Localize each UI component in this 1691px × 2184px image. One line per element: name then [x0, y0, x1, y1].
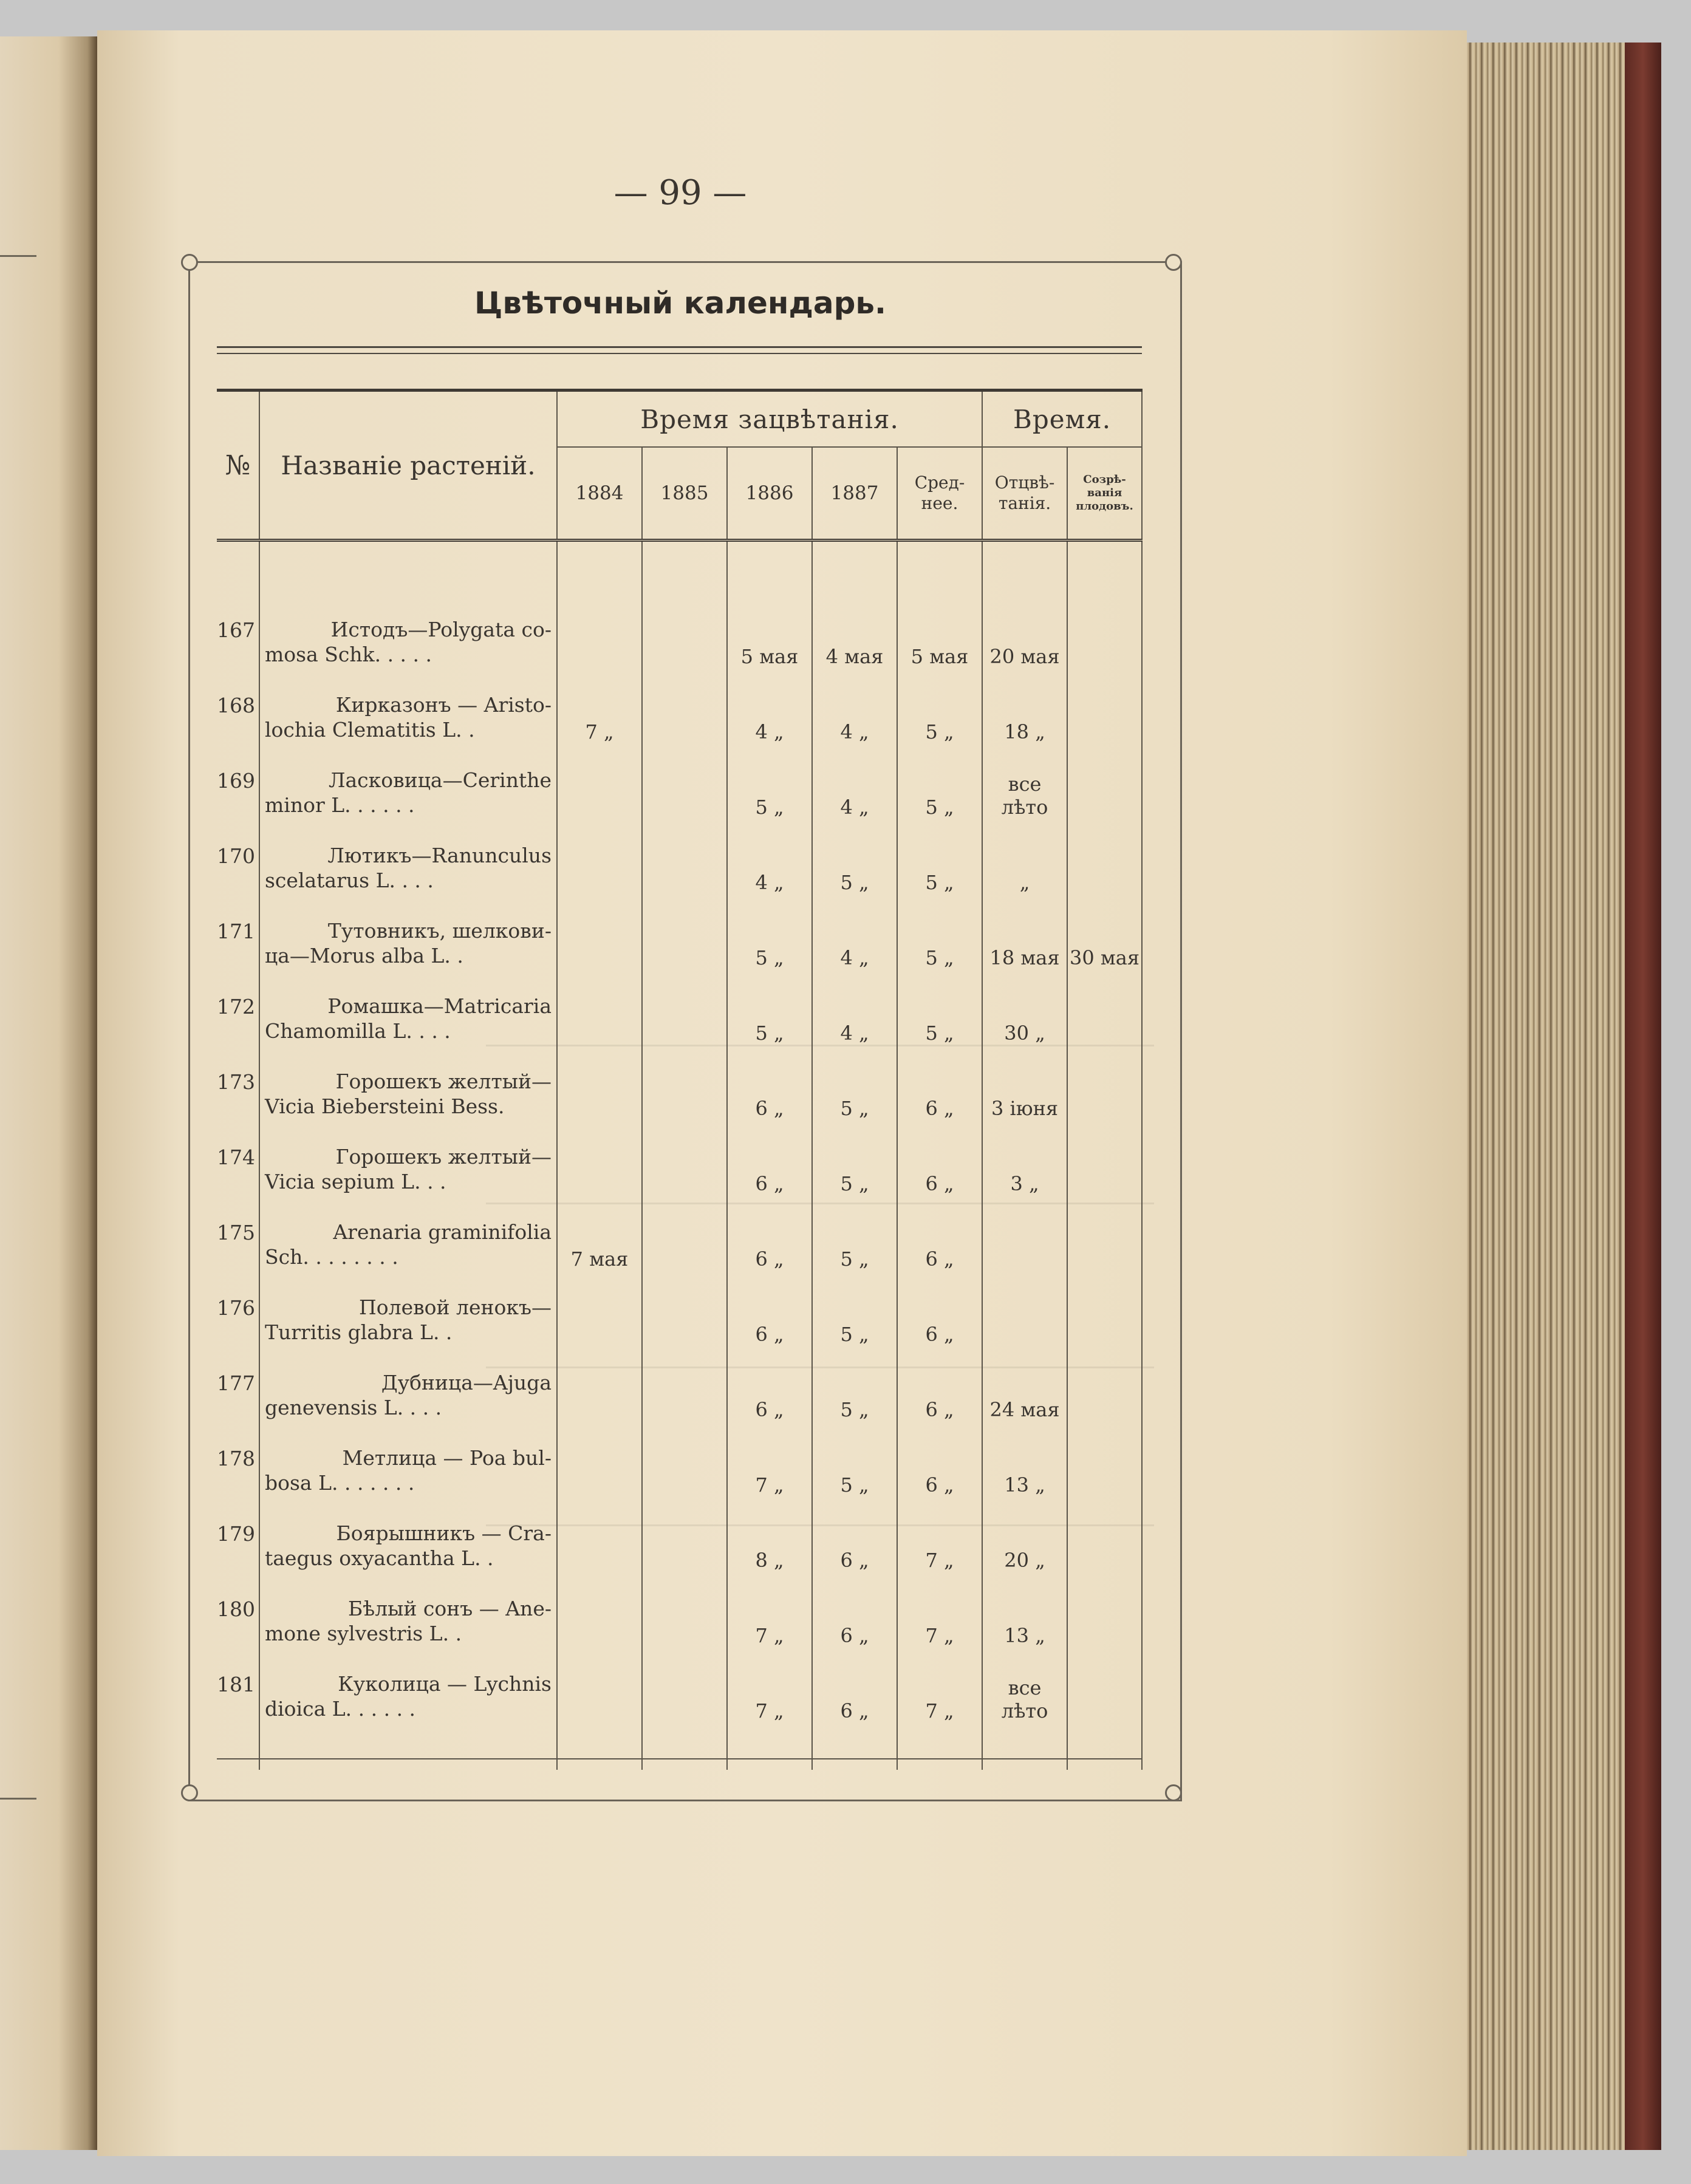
cell-fruit	[1067, 1131, 1142, 1206]
cell-y1885	[642, 1658, 727, 1733]
header-year: 1887	[812, 447, 897, 541]
plant-name-line: mosa Schk. . . . .	[265, 643, 432, 666]
table-row	[217, 1131, 1142, 1206]
plant-name-line: Vicia sepium L. . .	[265, 1170, 446, 1193]
cell-y1887: 6 „	[812, 1658, 897, 1733]
cell-fade: 20 „	[982, 1507, 1067, 1583]
header-bloom-group: Время зацвѣтанія.	[557, 391, 982, 448]
cell-y1885	[642, 1507, 727, 1583]
cell-y1885	[642, 830, 727, 905]
table-row	[217, 679, 1142, 754]
plant-name-line: Chamomilla L. . . .	[265, 1019, 451, 1043]
plant-name	[259, 1583, 557, 1658]
plant-name-line: Горошекъ желтый—	[335, 1145, 552, 1169]
spacer-row	[217, 541, 1142, 604]
cell-fade: все лѣто	[982, 1658, 1067, 1733]
table-row	[217, 1206, 1142, 1281]
cell-y1886: 5 „	[727, 905, 812, 980]
table-row	[217, 1432, 1142, 1507]
spacer-row	[217, 1733, 1142, 1770]
cell-y1887: 5 „	[812, 1131, 897, 1206]
cell-fruit	[1067, 1583, 1142, 1658]
plant-name-line: Тутовникъ, шелкови-	[327, 919, 552, 943]
cell-y1887: 5 „	[812, 1357, 897, 1432]
header-year: 1886	[727, 447, 812, 541]
cell-fruit	[1067, 1056, 1142, 1131]
cell-y1886: 6 „	[727, 1131, 812, 1206]
cell-avg: 5 „	[897, 830, 982, 905]
table-row	[217, 604, 1142, 679]
table-row	[217, 1056, 1142, 1131]
cell-fruit	[1067, 1658, 1142, 1733]
show-through-shadow	[486, 1367, 1154, 1368]
show-through-shadow	[486, 1524, 1154, 1526]
cell-y1887: 6 „	[812, 1583, 897, 1658]
cell-avg: 7 „	[897, 1507, 982, 1583]
cell-fruit	[1067, 679, 1142, 754]
plant-name-line: Куколица — Lychnis	[338, 1672, 552, 1696]
cell-y1885	[642, 1056, 727, 1131]
plant-name-line: Горошекъ желтый—	[335, 1070, 552, 1093]
plant-name	[259, 1281, 557, 1357]
cell-fade	[982, 1206, 1067, 1281]
cell-fade: 13 „	[982, 1432, 1067, 1507]
plant-name-line: Дубница—Ajuga	[381, 1371, 552, 1394]
table-row	[217, 905, 1142, 980]
plant-name-line: lochia Clematitis L. .	[265, 718, 475, 742]
cell-y1885	[642, 1432, 727, 1507]
table-row	[217, 754, 1142, 830]
cell-fruit	[1067, 604, 1142, 679]
cell-y1884	[557, 754, 642, 830]
cell-fade: 18 мая	[982, 905, 1067, 980]
left-page-edge	[0, 36, 97, 2150]
cell-avg: 7 „	[897, 1583, 982, 1658]
cell-avg: 6 „	[897, 1357, 982, 1432]
cell-avg: 7 „	[897, 1658, 982, 1733]
cell-y1887: 4 „	[812, 754, 897, 830]
plant-name	[259, 830, 557, 905]
cell-avg: 6 „	[897, 1131, 982, 1206]
plant-name	[259, 1056, 557, 1131]
cell-y1886: 7 „	[727, 1583, 812, 1658]
plant-name-line: minor L. . . . . .	[265, 793, 415, 817]
cell-y1887: 5 „	[812, 1206, 897, 1281]
cell-fruit	[1067, 1281, 1142, 1357]
table-bottom-rule	[217, 1758, 1142, 1759]
cell-y1886: 6 „	[727, 1281, 812, 1357]
cell-y1887: 4 „	[812, 679, 897, 754]
plant-name-line: Боярышникъ — Cra-	[336, 1521, 552, 1545]
cell-y1884	[557, 1507, 642, 1583]
cell-y1884	[557, 830, 642, 905]
cell-fruit	[1067, 1432, 1142, 1507]
cell-fade: „	[982, 830, 1067, 905]
cell-fade: все лѣто	[982, 754, 1067, 830]
row-number: 172	[217, 980, 259, 1056]
cell-fruit: 30 мая	[1067, 905, 1142, 980]
cell-fruit	[1067, 754, 1142, 830]
cell-fade: 13 „	[982, 1583, 1067, 1658]
left-page-rule	[0, 255, 36, 257]
header-time-group: Время.	[982, 391, 1142, 448]
cell-y1885	[642, 1281, 727, 1357]
show-through-shadow	[486, 1045, 1154, 1046]
plant-name-line: Лютикъ—Ranunculus	[327, 844, 552, 867]
row-number: 167	[217, 604, 259, 679]
plant-name-line: mone sylvestris L. .	[265, 1622, 462, 1645]
plant-name	[259, 1658, 557, 1733]
plant-name	[259, 679, 557, 754]
plant-name-line: Turritis glabra L. .	[265, 1320, 453, 1344]
cell-y1884	[557, 604, 642, 679]
cell-fade: 18 „	[982, 679, 1067, 754]
page-title: Цвѣточный календарь.	[474, 285, 886, 321]
header-fruit: Созрѣ- ванія плодовъ.	[1067, 447, 1142, 541]
cell-y1884: 7 „	[557, 679, 642, 754]
cell-y1884	[557, 1131, 642, 1206]
plant-name	[259, 604, 557, 679]
plant-name-line: genevensis L. . . .	[265, 1396, 442, 1419]
plant-name-line: Кирказонъ — Aristo-	[335, 693, 552, 717]
cell-y1886: 4 „	[727, 679, 812, 754]
plant-name-line: scelatarus L. . . .	[265, 868, 434, 892]
cell-y1886: 5 „	[727, 980, 812, 1056]
cell-y1885	[642, 905, 727, 980]
cell-y1887: 4 мая	[812, 604, 897, 679]
plant-name-line: ца—Morus alba L. .	[265, 944, 463, 967]
cell-y1887: 5 „	[812, 1281, 897, 1357]
plant-name-line: Ромашка—Matricaria	[327, 994, 552, 1018]
frame-corner-ornament	[181, 1784, 198, 1801]
cell-y1884	[557, 1658, 642, 1733]
cell-y1886: 6 „	[727, 1206, 812, 1281]
cell-y1887: 6 „	[812, 1507, 897, 1583]
row-number: 177	[217, 1357, 259, 1432]
row-number: 176	[217, 1281, 259, 1357]
frame-corner-ornament	[1165, 254, 1182, 271]
table-row	[217, 830, 1142, 905]
cell-y1885	[642, 1206, 727, 1281]
frame-corner-ornament	[1165, 1784, 1182, 1801]
row-number: 178	[217, 1432, 259, 1507]
row-number: 180	[217, 1583, 259, 1658]
row-number: 169	[217, 754, 259, 830]
row-number: 171	[217, 905, 259, 980]
plant-name	[259, 905, 557, 980]
cell-y1884: 7 мая	[557, 1206, 642, 1281]
cell-y1887: 5 „	[812, 830, 897, 905]
page-number: — 99 —	[613, 173, 747, 213]
cell-y1884	[557, 905, 642, 980]
table-row	[217, 1583, 1142, 1658]
cell-avg: 5 „	[897, 905, 982, 980]
cell-y1886: 7 „	[727, 1432, 812, 1507]
flower-calendar-table	[217, 389, 1143, 1770]
cell-y1885	[642, 754, 727, 830]
cell-y1885	[642, 1583, 727, 1658]
plant-name-line: dioica L. . . . . .	[265, 1697, 416, 1721]
row-number: 179	[217, 1507, 259, 1583]
cell-y1885	[642, 604, 727, 679]
header-number: №	[217, 391, 259, 541]
plant-name-line: Бѣлый сонъ — Ane-	[348, 1597, 552, 1620]
frame-corner-ornament	[181, 254, 198, 271]
plant-name	[259, 1507, 557, 1583]
table-row	[217, 1507, 1142, 1583]
cell-y1884	[557, 1432, 642, 1507]
header-average: Сред- нее.	[897, 447, 982, 541]
cell-y1886: 5 мая	[727, 604, 812, 679]
cell-avg: 5 мая	[897, 604, 982, 679]
cell-fade: 24 мая	[982, 1357, 1067, 1432]
plant-name-line: Полевой ленокъ—	[358, 1295, 552, 1319]
cell-fade: 3 „	[982, 1131, 1067, 1206]
row-number: 175	[217, 1206, 259, 1281]
title-double-rule	[217, 346, 1142, 354]
plant-name-line: Vicia Biebersteini Bess.	[265, 1094, 505, 1118]
row-number: 170	[217, 830, 259, 905]
header-fade: Отцвѣ- танія.	[982, 447, 1067, 541]
cell-y1886: 5 „	[727, 754, 812, 830]
table-row	[217, 1658, 1142, 1733]
plant-name-line: Ласковица—Cerinthe	[328, 768, 552, 792]
table-row	[217, 1281, 1142, 1357]
plant-name	[259, 1206, 557, 1281]
cell-y1886: 7 „	[727, 1658, 812, 1733]
plant-name-line: Sch. . . . . . . .	[265, 1245, 398, 1269]
cell-fruit	[1067, 830, 1142, 905]
cell-fruit	[1067, 1206, 1142, 1281]
cell-y1886: 4 „	[727, 830, 812, 905]
cell-y1884	[557, 1583, 642, 1658]
header-year: 1884	[557, 447, 642, 541]
plant-name-line: Arenaria graminifolia	[333, 1220, 552, 1244]
left-page-rule	[0, 1798, 36, 1800]
plant-name-line: taegus oxyacantha L. .	[265, 1546, 494, 1570]
plant-name	[259, 1432, 557, 1507]
cell-avg: 5 „	[897, 980, 982, 1056]
cell-y1886: 8 „	[727, 1507, 812, 1583]
cell-y1886: 6 „	[727, 1357, 812, 1432]
cell-y1885	[642, 1131, 727, 1206]
row-number: 181	[217, 1658, 259, 1733]
cell-y1885	[642, 679, 727, 754]
plant-name-line: Метлица — Poa bul-	[342, 1446, 552, 1470]
header-name: Названіе растеній.	[259, 391, 557, 541]
plant-name	[259, 1131, 557, 1206]
cell-avg: 6 „	[897, 1206, 982, 1281]
cell-y1886: 6 „	[727, 1056, 812, 1131]
cell-fade: 20 мая	[982, 604, 1067, 679]
row-number: 173	[217, 1056, 259, 1131]
plant-name-line: Истодъ—Polygata co-	[330, 618, 552, 641]
show-through-shadow	[486, 1203, 1154, 1204]
page-edges	[1461, 43, 1661, 2150]
header-year: 1885	[642, 447, 727, 541]
plant-name	[259, 754, 557, 830]
cell-y1887: 5 „	[812, 1056, 897, 1131]
plant-name-line: bosa L. . . . . . .	[265, 1471, 415, 1495]
cell-avg: 6 „	[897, 1281, 982, 1357]
cell-avg: 5 „	[897, 679, 982, 754]
cell-fade	[982, 1281, 1067, 1357]
cell-fruit	[1067, 1507, 1142, 1583]
cell-y1887: 4 „	[812, 980, 897, 1056]
cell-avg: 6 „	[897, 1432, 982, 1507]
cell-fade: 3 іюня	[982, 1056, 1067, 1131]
cell-y1884	[557, 1281, 642, 1357]
cell-y1887: 5 „	[812, 1432, 897, 1507]
row-number: 168	[217, 679, 259, 754]
cell-y1887: 4 „	[812, 905, 897, 980]
cell-fade: 30 „	[982, 980, 1067, 1056]
cell-avg: 5 „	[897, 754, 982, 830]
cell-y1884	[557, 1056, 642, 1131]
row-number: 174	[217, 1131, 259, 1206]
cell-avg: 6 „	[897, 1056, 982, 1131]
